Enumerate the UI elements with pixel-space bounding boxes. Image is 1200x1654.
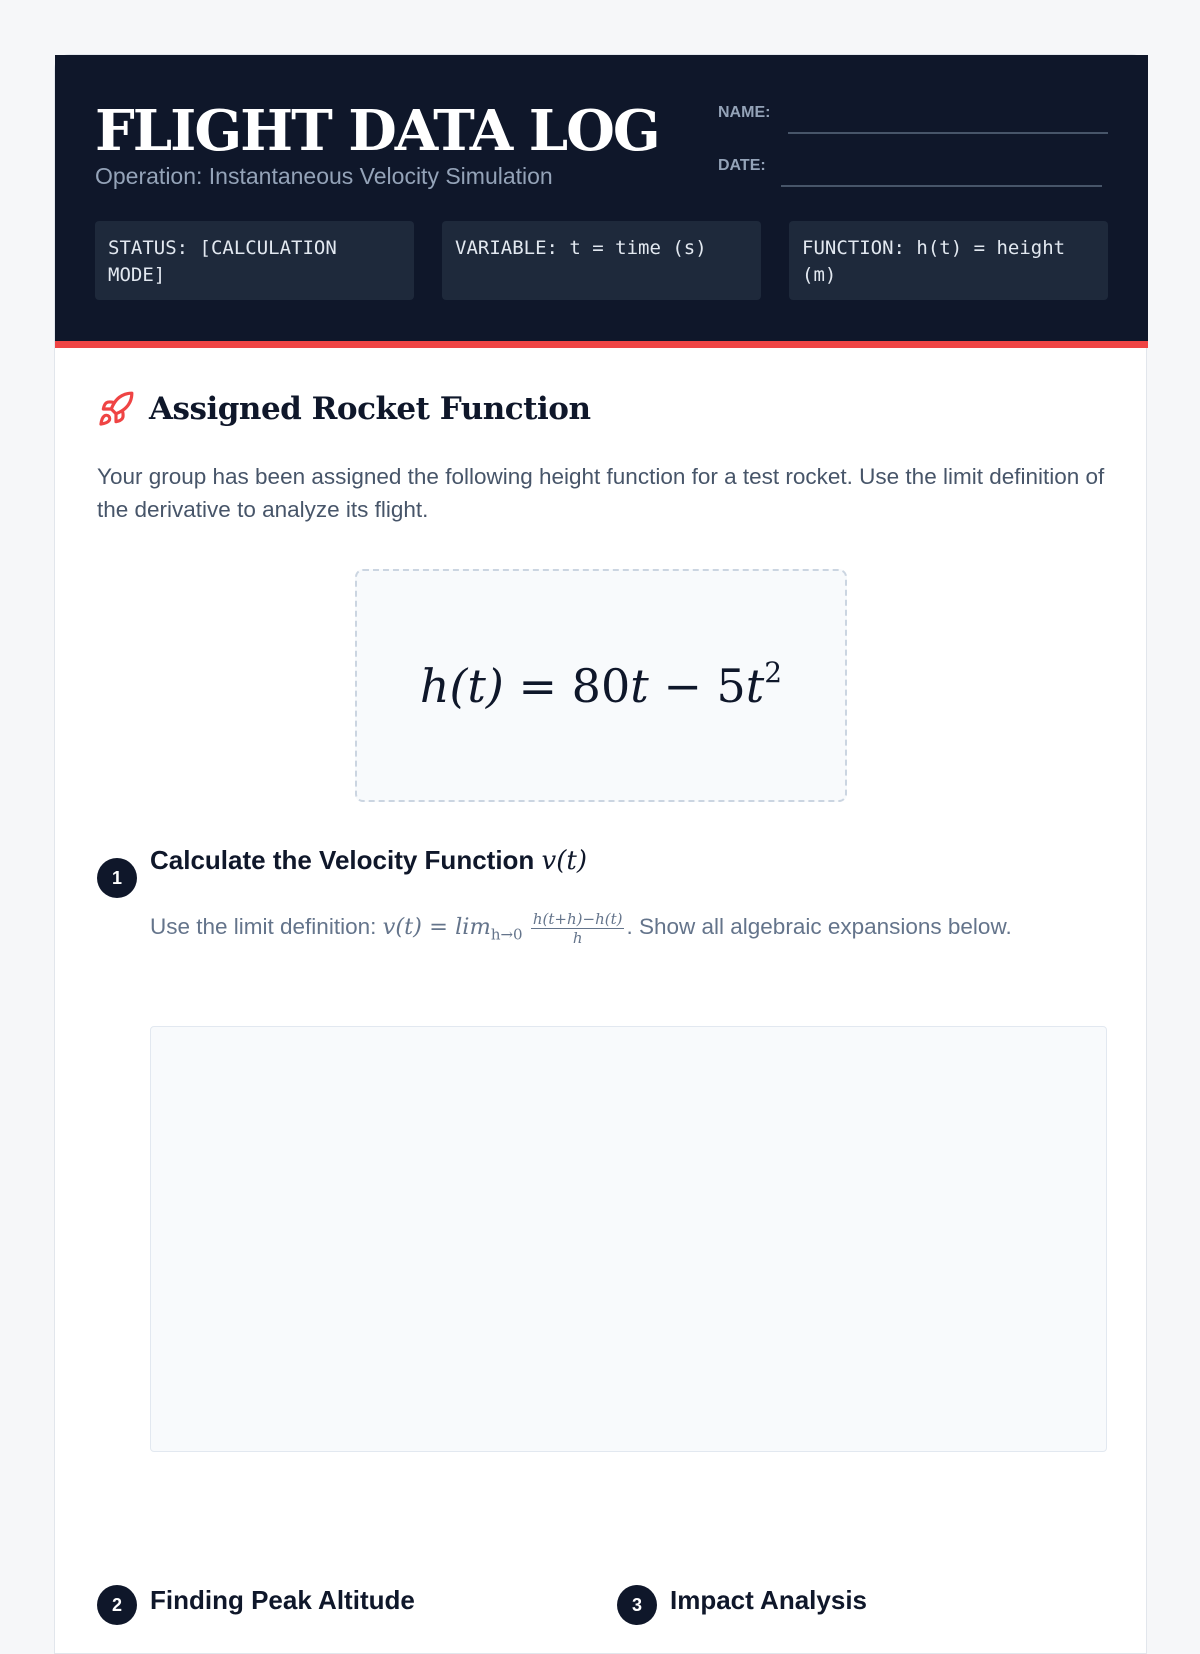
step-1-title: [150, 845, 587, 876]
step-1-badge: 1: [97, 858, 137, 898]
step-1-work-area[interactable]: [150, 1026, 1107, 1452]
step-1-description: [150, 910, 1110, 952]
function-tag: FUNCTION: h(t) = height (m): [789, 221, 1108, 300]
variable-2: t: [745, 658, 765, 713]
coefficient-2: 5: [716, 658, 746, 713]
step-3-badge: 3: [617, 1585, 657, 1625]
worksheet-page: [54, 54, 1147, 1654]
page-subtitle: Operation: Instantaneous Velocity Simulation: [95, 163, 553, 189]
step-3-title: Impact Analysis: [670, 1585, 868, 1615]
name-label: NAME:: [718, 104, 771, 121]
desc-prefix: Use the limit definition:: [150, 914, 377, 939]
height-function: [419, 655, 783, 713]
equals-sign: =: [518, 658, 558, 713]
minus-sign: −: [663, 658, 702, 713]
date-field[interactable]: [781, 185, 1102, 187]
step-2-title: Finding Peak Altitude: [150, 1585, 415, 1615]
step-1-title-math: v(t): [541, 846, 587, 876]
status-tag: STATUS: [CALCULATION MODE]: [95, 221, 414, 300]
exponent: 2: [764, 655, 783, 689]
quotient-denominator: h: [572, 929, 583, 947]
desc-suffix: . Show all algebraic expansions below.: [626, 914, 1012, 939]
variable-tag: VARIABLE: t = time (s): [442, 221, 761, 300]
coefficient-1: 80: [571, 658, 631, 713]
function-box: [355, 569, 847, 802]
section-header: [97, 387, 591, 431]
difference-quotient: [531, 911, 625, 946]
date-label: DATE:: [718, 157, 766, 174]
section-intro: Your group has been assigned the following height function for a test rocket. Use the limit definition of the derivative to analyze its flight.: [97, 464, 1105, 522]
limit-expression: v(t) = lim: [382, 914, 491, 940]
step-1-title-text: Calculate the Velocity Function: [150, 845, 535, 875]
limit-subscript: h→0: [490, 925, 523, 944]
rocket-icon: [97, 390, 135, 428]
page-title: FLIGHT DATA LOG: [95, 98, 659, 164]
step-2-badge: 2: [97, 1585, 137, 1625]
function-lhs: h(t): [419, 658, 504, 713]
name-field[interactable]: [788, 132, 1108, 134]
variable-1: t: [630, 658, 649, 713]
section-title: Assigned Rocket Function: [149, 391, 591, 427]
quotient-numerator: h(t+h)−h(t): [532, 910, 623, 928]
header-banner: [55, 55, 1148, 348]
